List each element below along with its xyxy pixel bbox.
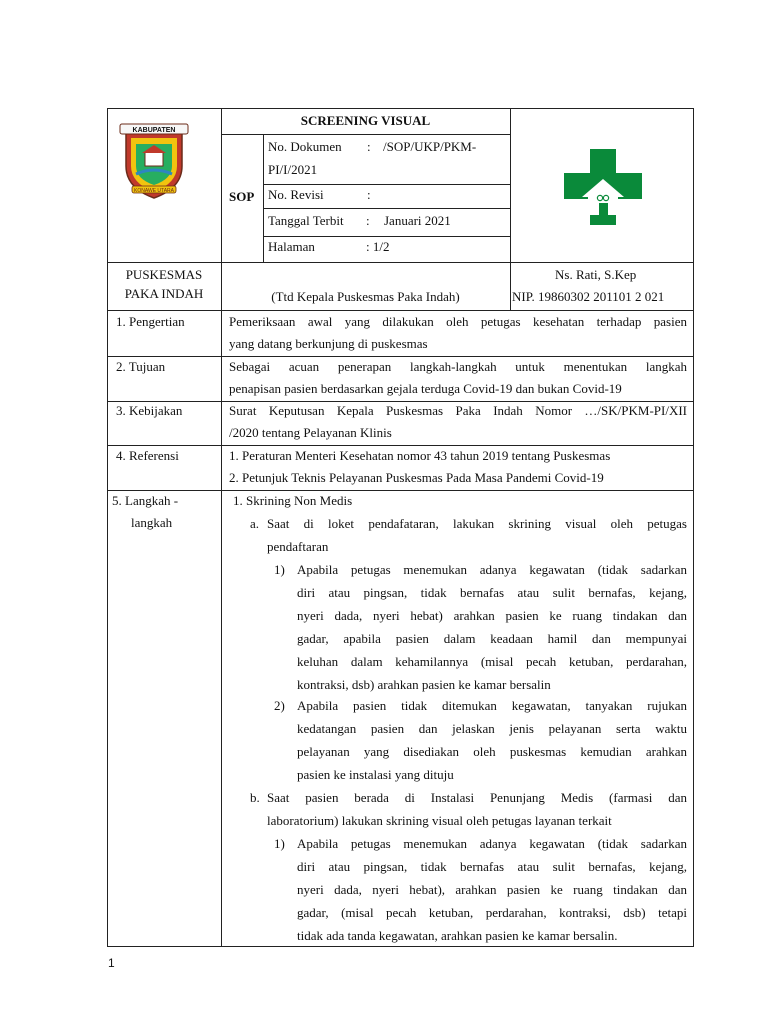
step-a1-line-2: diri atau pingsan, tidak bernafas atau sulit bernafas, kejang, (297, 585, 687, 600)
step-a1-line-1: Apabila petugas menemukan adanya kegawatan (tidak sadarkan (297, 562, 687, 577)
issue-date-value: Januari 2021 (384, 213, 451, 228)
sop-label: SOP (229, 189, 255, 204)
org-name-line1: PUSKESMAS (125, 267, 203, 282)
step-a-line-1: Saat di loket pendafataran, lakukan skrining visual oleh petugas (267, 516, 687, 531)
doc-number-value-2: PI/I/2021 (268, 162, 318, 177)
step-a1-line-4: gadar, apabila pasien dalam keadaan hamil dan mempunyai (297, 631, 687, 646)
reference-item-2: 2. Petunjuk Teknis Pelayanan Puskesmas Pada Masa Pandemi Covid-19 (229, 470, 604, 485)
step-a1-line-3: nyeri dada, nyeri hebat) arahkan pasien ke ruang tindakan dan (297, 608, 687, 623)
step-a2-line-1: Apabila pasien tidak ditemukan kegawatan, tanyakan rujukan (297, 698, 687, 713)
step-a-marker: a. (250, 516, 260, 531)
logo-banner-text: KABUPATEN (132, 127, 176, 134)
step-b-line-2: laboratorium) lakukan skrining visual oleh petugas layanan terkait (267, 813, 612, 828)
section-label-referensi: 4. Referensi (116, 448, 179, 463)
step-1-heading: 1. Skrining Non Medis (233, 493, 353, 508)
step-b-marker: b. (250, 790, 260, 805)
signature-note: (Ttd Kepala Puskesmas Paka Indah) (271, 289, 460, 304)
doc-number-sep: : (367, 139, 371, 154)
step-a2-line-2: kedatangan pasien dan jelaskan jenis pelayanan serta waktu (297, 721, 687, 736)
revision-label: No. Revisi (268, 187, 324, 202)
section-label-langkah-2: langkah (131, 515, 173, 530)
org-name-line2: PAKA INDAH (124, 286, 204, 301)
section-text-tujuan-1: Sebagai acuan penerapan langkah-langkah untuk menentukan langkah (229, 359, 687, 374)
logo-bottom-text: KONAWE UTARA (133, 188, 175, 194)
issue-date-sep: : (366, 213, 370, 228)
step-b1-line-5: tidak ada tanda kegawatan, arahkan pasien ke kamar bersalin. (297, 928, 618, 943)
step-b1-line-1: Apabila petugas menemukan adanya kegawatan (tidak sadarkan (297, 836, 687, 851)
step-a1-line-5: keluhan dalam kehamilannya (misal pecah ketuban, perdarahan, (297, 654, 687, 669)
section-text-tujuan-2: penapisan pasien berdasarkan gejala terduga Covid-19 dan bukan Covid-19 (229, 381, 622, 396)
section-text-kebijakan-1: Surat Keputusan Kepala Puskesmas Paka Indah Nomor …/SK/PKM-PI/XII (229, 403, 687, 418)
section-text-pengertian-1: Pemeriksaan awal yang dilakukan oleh petugas kesehatan terhadap pasien (229, 314, 687, 329)
step-b1-marker: 1) (274, 836, 285, 851)
section-label-pengertian: 1. Pengertian (116, 314, 185, 329)
doc-number-label: No. Dokumen (268, 139, 342, 154)
section-text-pengertian-2: yang datang berkunjung di puskesmas (229, 336, 428, 351)
step-a2-line-3: pelayanan yang disediakan oleh puskesmas kemudian arahkan (297, 744, 687, 759)
doc-number-value: /SOP/UKP/PKM- (383, 139, 477, 154)
kabupaten-logo (118, 122, 190, 200)
reference-item-1: 1. Peraturan Menteri Kesehatan nomor 43 tahun 2019 tentang Puskesmas (229, 448, 611, 463)
section-label-langkah: 5. Langkah - (112, 493, 179, 508)
step-b-line-1: Saat pasien berada di Instalasi Penunjang Medis (farmasi dan (267, 790, 687, 805)
page-number: 1 (108, 956, 115, 970)
section-label-tujuan: 2. Tujuan (116, 359, 166, 374)
section-label-kebijakan: 3. Kebijakan (116, 403, 183, 418)
step-a-line-2: pendaftaran (267, 539, 329, 554)
step-b1-line-2: diri atau pingsan, tidak bernafas atau sulit bernafas, kejang, (297, 859, 687, 874)
document-title: SCREENING VISUAL (300, 113, 431, 128)
page-value: : 1/2 (366, 239, 390, 254)
step-a2-marker: 2) (274, 698, 285, 713)
revision-sep: : (367, 187, 371, 202)
issue-date-label: Tanggal Terbit (268, 213, 344, 228)
step-a1-line-6: kontraksi, dsb) arahkan pasien ke kamar bersalin (297, 677, 551, 692)
puskesmas-logo (562, 147, 644, 227)
step-b1-line-4: gadar, (misal pecah ketuban, perdarahan, kontraksi, dsb) tetapi (297, 905, 687, 920)
head-nip: NIP. 19860302 201101 2 021 (512, 289, 665, 304)
step-b1-line-3: nyeri dada, nyeri hebat), arahkan pasien ke ruang tindakan dan (297, 882, 687, 897)
page-label: Halaman (268, 239, 315, 254)
section-text-kebijakan-2: /2020 tentang Pelayanan Klinis (229, 425, 392, 440)
step-a1-marker: 1) (274, 562, 285, 577)
step-a2-line-4: pasien ke instalasi yang dituju (297, 767, 454, 782)
head-name: Ns. Rati, S.Kep (555, 267, 637, 282)
